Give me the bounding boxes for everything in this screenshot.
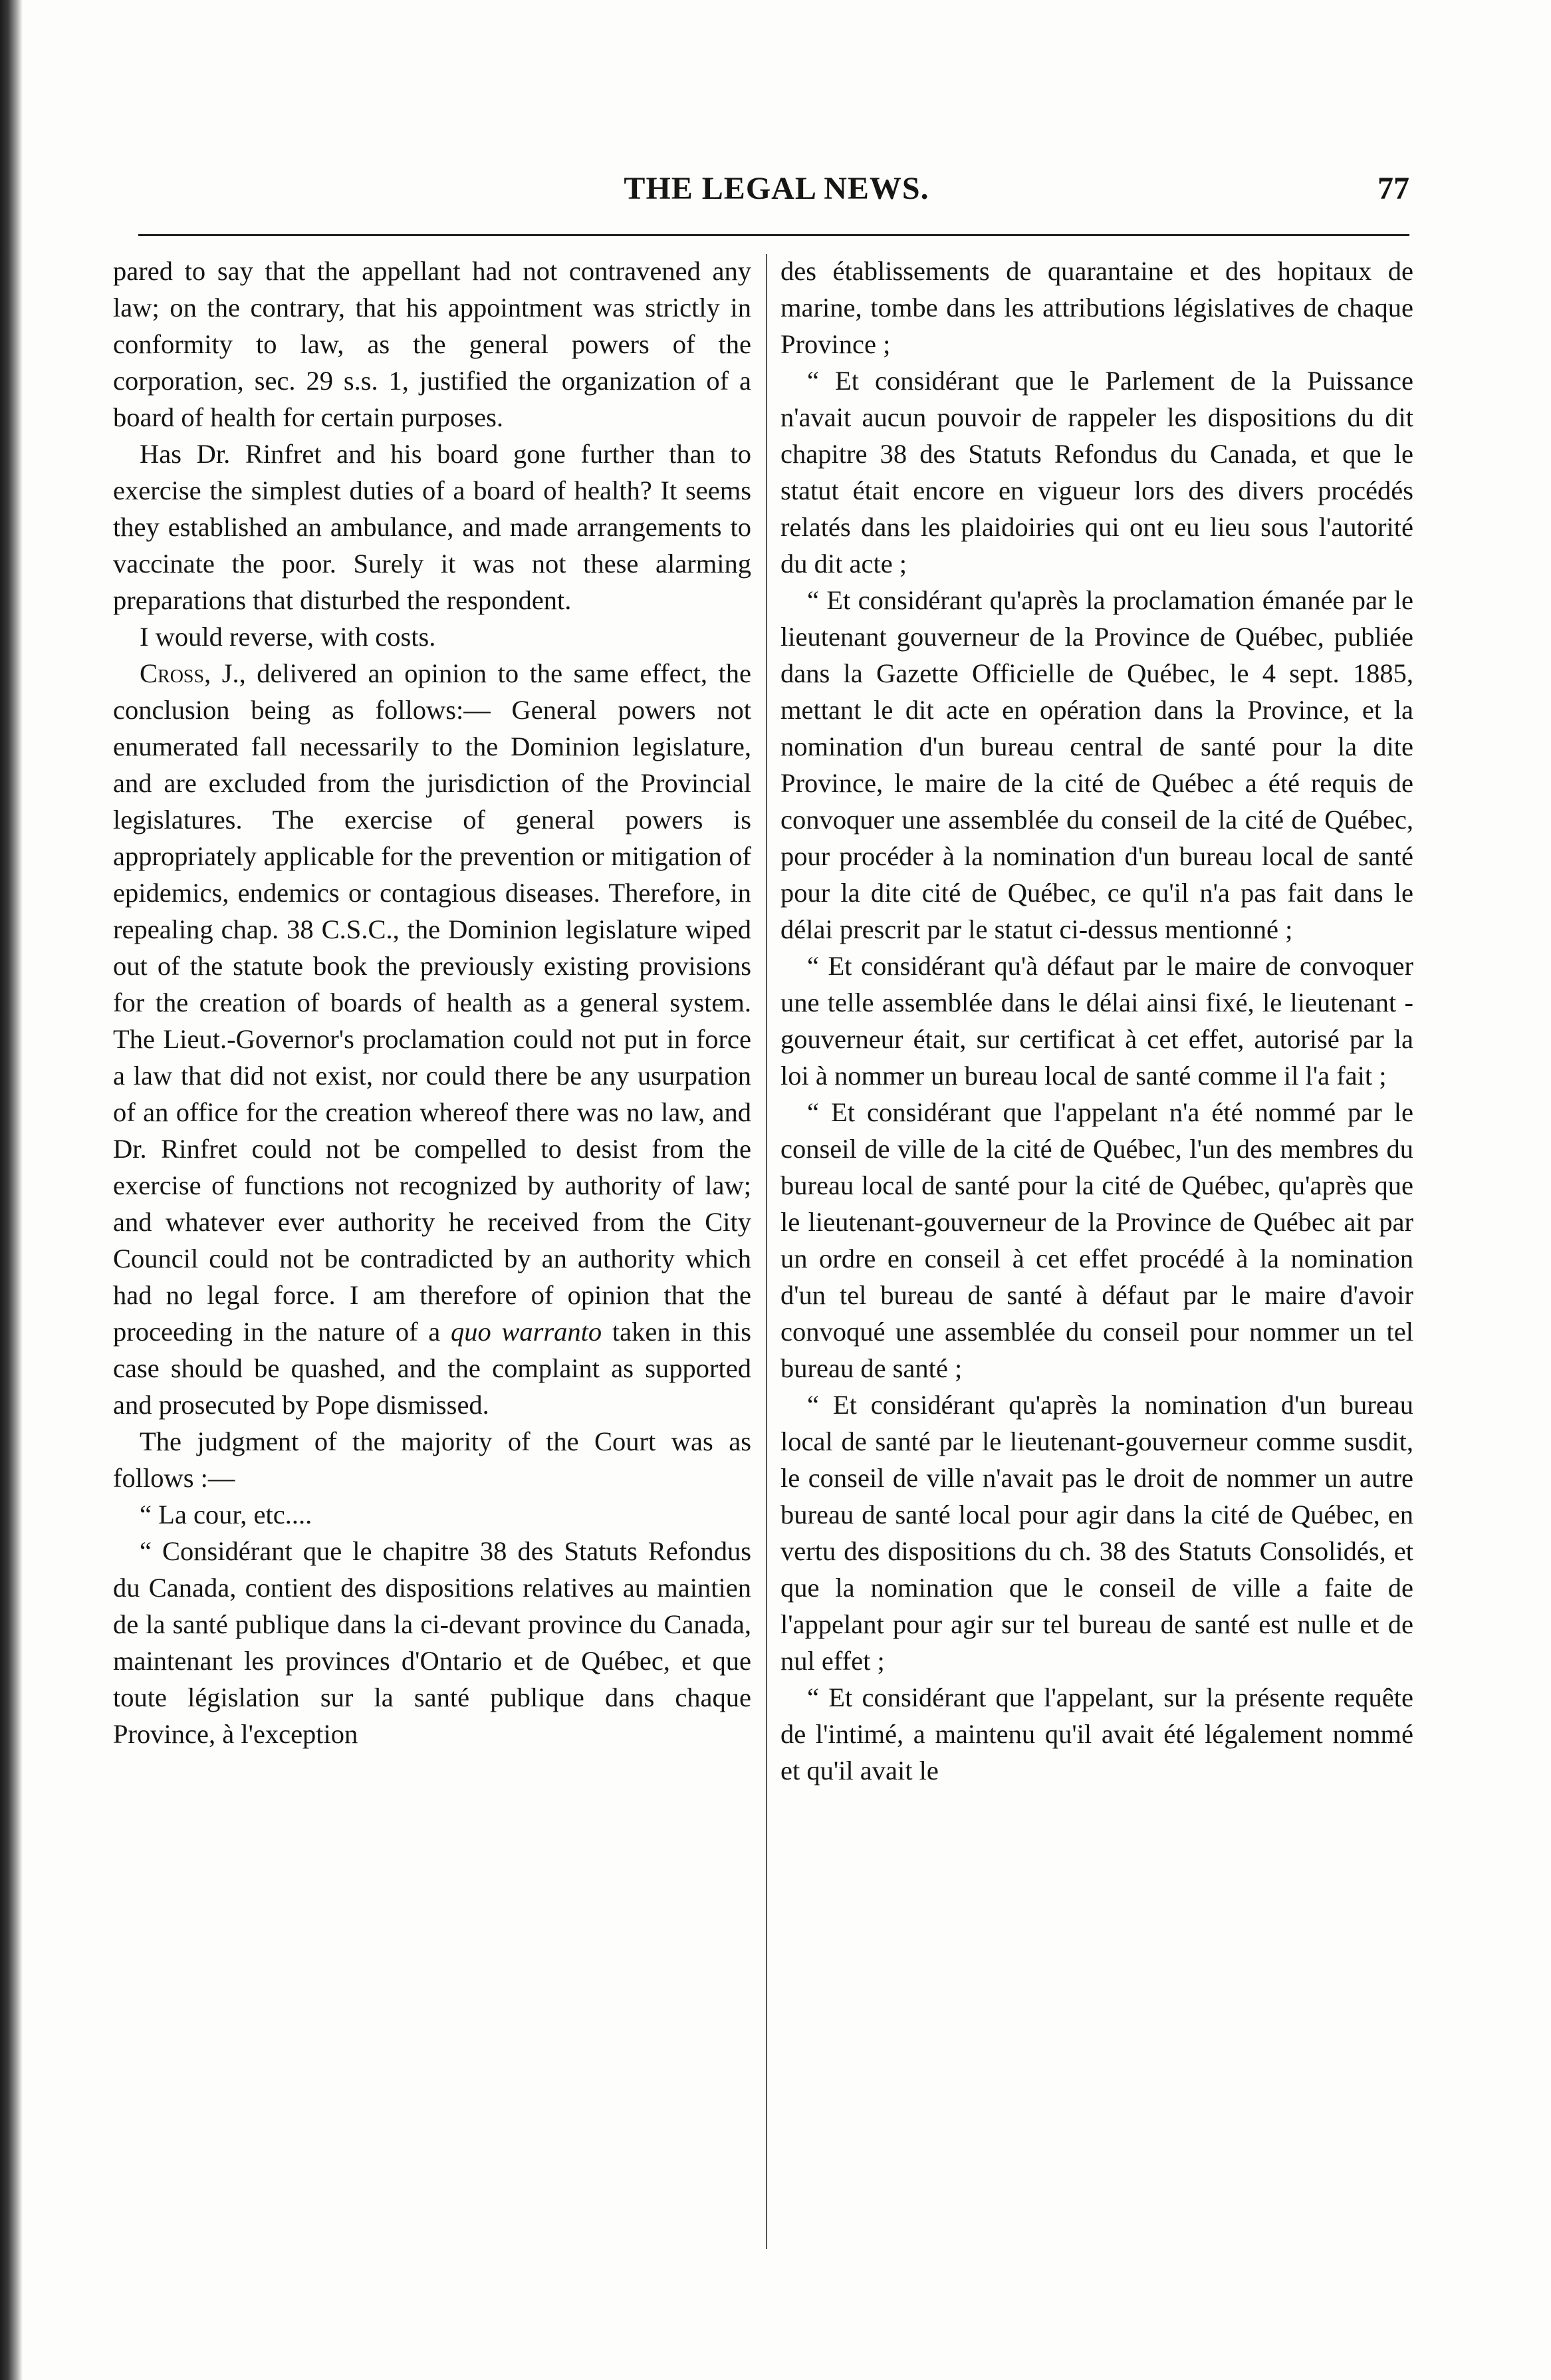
paragraph: “ Et considérant que le Parlement de la Puissance n'avait aucun pouvoir de rappeler les dispositions du dit chapitre 38 des Statuts Refondus du Canada, et que le statut était encore en vigueur lors des divers procédés relatés dans les plaidoiries qui ont eu lieu sous l'autorité du dit acte ; — [780, 366, 1413, 579]
italic-term: quo warranto — [450, 1317, 602, 1347]
right-column — [780, 253, 1413, 2268]
header-rule — [138, 234, 1409, 236]
left-column — [113, 253, 751, 2268]
paragraph: des établissements de quarantaine et des hopitaux de marine, tombe dans les attributions législatives de chaque Province ; — [780, 256, 1413, 359]
judge-name: Cross — [140, 658, 205, 688]
paragraph: “ La cour, etc.... — [140, 1500, 312, 1529]
paragraph: I would reverse, with costs. — [140, 622, 436, 652]
running-title: THE LEGAL NEWS. — [624, 171, 929, 206]
paragraph: Has Dr. Rinfret and his board gone further than to exercise the simplest duties of a board of health? It seems they established an ambulance, and made arrangements to vaccinate the poor. Surely it was not these alarming preparations that disturbed the respondent. — [113, 439, 751, 615]
paragraph — [113, 655, 751, 1423]
page-header — [138, 170, 1409, 223]
paragraph-text: , J., delivered an opinion to the same effect, the conclusion being as follows:— General powers not enumerated fall necessarily to the Dominion legislature, and are excluded from the jurisdiction of the Provincial legislatures. The exercise of general powers is appropriately applicable for the prevention or mitigation of epidemics, endemics or contagious diseases. Therefore, in repealing chap. 38 C.S.C., the Dominion legislature wiped out of the statute book the previously existing provisions for the creation of boards of health as a general system. The Lieut.-Governor's proclamation could not put in force a law that did not exist, nor could there be any usurpation of an office for the creation whereof there was no law, and Dr. Rinfret could not be compelled to desist from the exercise of functions not recognized by authority of law; and whatever ever authority he received from the City Council could not be contradicted by an authority which had no legal force. I am therefore of opinion that the proceeding in the nature of a — [113, 658, 751, 1347]
paragraph: “ Et considérant qu'après la proclamation émanée par le lieutenant gouverneur de la Province de Québec, publiée dans la Gazette Officielle de Québec, le 4 sept. 1885, mettant le dit acte en opération dans la Province, et la nomination d'un bureau central de santé pour la dite Province, le maire de la cité de Québec a été requis de convoquer une assemblée du conseil de la cité de Québec, pour procéder à la nomination d'un bureau local de santé pour la dite cité de Québec, ce qu'il n'a pas fait dans le délai prescrit par le statut ci-dessus mentionné ; — [780, 585, 1413, 944]
paragraph: “ Et considérant qu'après la nomination d'un bureau local de santé par le lieutenant-gouverneur comme susdit, le conseil de ville n'avait pas le droit de nommer un autre bureau de santé local pour agir dans la cité de Québec, en vertu des dispositions du ch. 38 des Statuts Consolidés, et que la nomination que le conseil de ville a faite de l'appelant pour agir sur tel bureau de santé est nulle et de nul effet ; — [780, 1390, 1413, 1676]
binding-edge — [0, 0, 23, 2380]
column-divider — [766, 254, 767, 2249]
paragraph: “ Et considérant que l'appelant, sur la présente requête de l'intimé, a maintenu qu'il avait été légalement nommé et qu'il avait le — [780, 1682, 1413, 1785]
paragraph-text: taken in this case should be quashed, and the complaint as supported and prosecuted by Pope dismissed. — [113, 1317, 751, 1420]
paragraph: pared to say that the appellant had not contravened any law; on the contrary, that his appointment was strictly in conformity to law, as the general powers of the corporation, sec. 29 s.s. 1, justified the organization of a board of health for certain purposes. — [113, 256, 751, 432]
paragraph: “ Considérant que le chapitre 38 des Statuts Refondus du Canada, contient des dispositions relatives au maintien de la santé publique dans la ci-devant province du Canada, maintenant les provinces d'Ontario et de Québec, et que toute législation sur la santé publique dans chaque Province, à l'exception — [113, 1536, 751, 1749]
paragraph: “ Et considérant que l'appelant n'a été nommé par le conseil de ville de la cité de Québec, l'un des membres du bureau local de santé pour la cité de Québec, qu'après que le lieutenant-gouverneur de la Province de Québec ait par un ordre en conseil à cet effet procédé à la nomination d'un tel bureau de santé à défaut par le maire d'avoir convoqué une assemblée du conseil pour nommer un tel bureau de santé ; — [780, 1097, 1413, 1383]
page-number: 77 — [1377, 171, 1409, 206]
paragraph: “ Et considérant qu'à défaut par le maire de convoquer une telle assemblée dans le délai ainsi fixé, le lieutenant - gouverneur était, sur certificat à cet effet, autorisé par la loi à nommer un bureau local de santé comme il l'a fait ; — [780, 951, 1413, 1091]
paragraph: The judgment of the majority of the Court was as follows :— — [113, 1426, 751, 1493]
